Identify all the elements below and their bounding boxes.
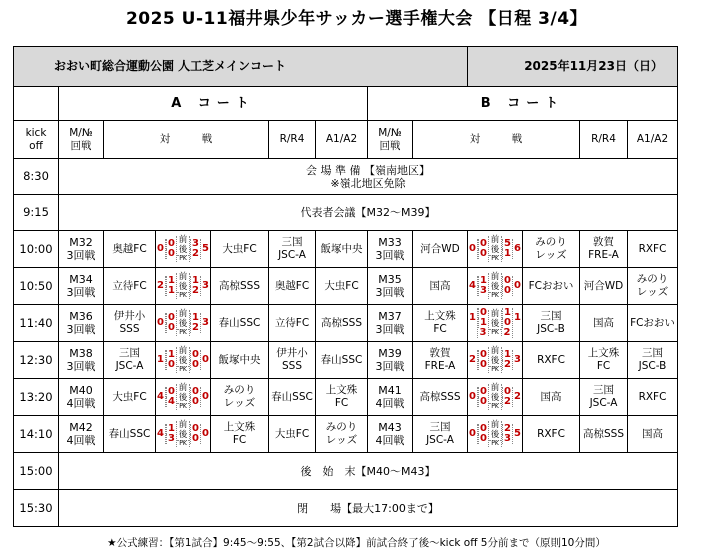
venue-date: 2025年11月23日（日） [468, 47, 678, 87]
half-label-second: 後 [490, 429, 500, 440]
home-score-h2: 1 [478, 318, 488, 328]
match-number-a [59, 416, 104, 453]
match-round: 3回戦 [66, 286, 96, 299]
match-round: 3回戦 [375, 249, 405, 262]
half-label-second: 後 [490, 244, 500, 255]
away-score-a1: 1 [502, 308, 512, 318]
away-team-a: 春山SSC [211, 305, 269, 342]
referee-a: 立待FC [269, 305, 316, 342]
match-no: M37 [378, 310, 402, 323]
venue-row [14, 47, 678, 87]
assistant-a: 高椋SSS [316, 305, 368, 342]
away-score-a1: 0 [190, 387, 200, 397]
ref-header-a: R/R4 [269, 121, 316, 159]
vs-header-b: 対 戦 [413, 121, 580, 159]
match-round: 3回戦 [375, 360, 405, 373]
footnote: ★公式練習：【第1試合】9:45～9:55、【第2試合以降】前試合終了後～kick off 5分前まで（原則10分間） [107, 537, 606, 549]
assistant-a: 大虫FC [316, 268, 368, 305]
match-row [14, 268, 678, 305]
score-box [468, 384, 522, 410]
court-corner [14, 87, 59, 121]
pk-label: PK [489, 366, 501, 373]
match-round: 3回戦 [66, 323, 96, 336]
away-team-b: FCおおい [523, 268, 580, 305]
away-total-score: 6 [512, 239, 522, 259]
prep-note: ※嶺北地区免除 [330, 176, 406, 190]
score-box [156, 236, 210, 262]
row-0830 [14, 159, 678, 195]
match-round: 4回戦 [375, 434, 405, 447]
score-box [468, 308, 522, 338]
half-label-second: 後 [490, 318, 500, 329]
away-total-score: 0 [200, 387, 210, 407]
time-cell: 10:00 [14, 231, 59, 268]
assistant-b: RXFC [628, 231, 678, 268]
half-label-first: 前 [490, 420, 500, 430]
time-cell: 9:15 [14, 195, 59, 231]
referee-b: 高椋SSS [580, 416, 628, 453]
half-label-second: 後 [178, 429, 188, 440]
half-label-second: 後 [490, 392, 500, 403]
row-1530 [14, 490, 678, 527]
prep-cell [59, 159, 678, 195]
half-label-first: 前 [490, 272, 500, 282]
home-team-a: 立待FC [104, 268, 156, 305]
home-total-score: 0 [468, 387, 478, 407]
home-total-score: 2 [156, 276, 166, 296]
away-score-a2: 0 [502, 286, 512, 296]
home-score-h1: 1 [166, 276, 176, 286]
match-no: M40 [69, 384, 93, 397]
pk-label: PK [489, 440, 501, 447]
match-number-a [59, 305, 104, 342]
assistant-b: FCおおい [628, 305, 678, 342]
match-no: M39 [378, 347, 402, 360]
home-score-h2: 0 [478, 397, 488, 407]
header-row [14, 121, 678, 159]
pk-label: PK [177, 329, 189, 336]
home-total-score: 1 [156, 350, 166, 370]
away-total-score: 1 [512, 308, 522, 338]
referee-b: 敦賀 FRE-A [580, 231, 628, 268]
home-total-score: 0 [468, 239, 478, 259]
ref-header-b: R/R4 [580, 121, 628, 159]
home-total-score: 0 [468, 424, 478, 444]
time-cell: 11:40 [14, 305, 59, 342]
half-label-first: 前 [490, 235, 500, 245]
score-box [468, 273, 522, 299]
match-number-b [368, 268, 413, 305]
pk-label: PK [489, 329, 501, 336]
match-no: M35 [378, 273, 402, 286]
time-cell: 15:30 [14, 490, 59, 527]
half-label-first: 前 [178, 235, 188, 245]
referee-a: 大虫FC [269, 416, 316, 453]
away-score-a2: 0 [502, 318, 512, 328]
away-score-a1: 0 [190, 350, 200, 360]
away-score-a1: 5 [502, 239, 512, 249]
home-total-score: 4 [156, 387, 166, 407]
match-number-b [368, 416, 413, 453]
half-label-second: 後 [490, 355, 500, 366]
half-label-second: 後 [490, 281, 500, 292]
home-score-h1: 0 [478, 350, 488, 360]
score-box [156, 347, 210, 373]
score-cell [468, 342, 523, 379]
match-number-a [59, 379, 104, 416]
score-box [156, 273, 210, 299]
home-pk-score: 3 [479, 327, 487, 338]
score-cell [156, 305, 211, 342]
away-score-a1: 0 [502, 387, 512, 397]
pk-label: PK [489, 403, 501, 410]
away-total-score: 5 [512, 424, 522, 444]
away-score-a2: 0 [190, 397, 200, 407]
home-score-h2: 0 [478, 434, 488, 444]
match-row [14, 416, 678, 453]
half-label-first: 前 [178, 272, 188, 282]
match-number-b [368, 342, 413, 379]
assistant-a: みのり レッズ [316, 416, 368, 453]
away-total-score: 0 [200, 350, 210, 370]
away-score-a1: 1 [190, 313, 200, 323]
match-row [14, 342, 678, 379]
pk-label: PK [177, 403, 189, 410]
home-total-score: 0 [156, 239, 166, 259]
half-label-second: 後 [178, 318, 188, 329]
match-no: M36 [69, 310, 93, 323]
home-team-b: 高椋SSS [413, 379, 468, 416]
score-box [156, 384, 210, 410]
referee-a: 三国 JSC-A [269, 231, 316, 268]
away-score-a2: 2 [190, 323, 200, 333]
match-no: M38 [69, 347, 93, 360]
home-team-b: 国高 [413, 268, 468, 305]
referee-b: 河合WD [580, 268, 628, 305]
away-total-score: 0 [512, 276, 522, 296]
row-1500 [14, 453, 678, 490]
home-team-b: 河合WD [413, 231, 468, 268]
home-score-h1: 0 [478, 239, 488, 249]
time-cell: 8:30 [14, 159, 59, 195]
away-total-score: 3 [200, 276, 210, 296]
closing-cell: 閉 場【最大17:00まで】 [59, 490, 678, 527]
pk-label: PK [177, 366, 189, 373]
match-number-a [59, 342, 104, 379]
score-cell [468, 416, 523, 453]
pk-label: PK [489, 292, 501, 299]
half-label-second: 後 [178, 392, 188, 403]
match-no: M32 [69, 236, 93, 249]
match-round: 3回戦 [66, 249, 96, 262]
assistant-a: 春山SSC [316, 342, 368, 379]
score-cell [156, 268, 211, 305]
home-score-h2: 0 [166, 323, 176, 333]
cleanup-cell: 後 始 末【M40～M43】 [59, 453, 678, 490]
match-no: M43 [378, 421, 402, 434]
away-team-b: RXFC [523, 416, 580, 453]
home-score-h2: 3 [478, 286, 488, 296]
match-header-a: M/№ 回戦 [59, 121, 104, 159]
assistant-b: みのり レッズ [628, 268, 678, 305]
home-score-h1: 1 [478, 276, 488, 286]
time-cell: 12:30 [14, 342, 59, 379]
away-total-score: 5 [200, 239, 210, 259]
match-round: 3回戦 [66, 360, 96, 373]
away-total-score: 3 [200, 313, 210, 333]
match-header-b: M/№ 回戦 [368, 121, 413, 159]
time-cell: 10:50 [14, 268, 59, 305]
match-no: M42 [69, 421, 93, 434]
score-cell [156, 416, 211, 453]
score-box [156, 421, 210, 447]
away-score-a2: 2 [502, 397, 512, 407]
away-team-b: みのり レッズ [523, 231, 580, 268]
assist-header-a: A1/A2 [316, 121, 368, 159]
row-0915 [14, 195, 678, 231]
assistant-b: 国高 [628, 416, 678, 453]
match-row [14, 379, 678, 416]
away-team-a: 上文殊 FC [211, 416, 269, 453]
away-score-a2: 2 [190, 286, 200, 296]
home-score-h1: 0 [166, 387, 176, 397]
away-score-a2: 0 [190, 434, 200, 444]
home-team-a: 春山SSC [104, 416, 156, 453]
assist-header-b: A1/A2 [628, 121, 678, 159]
home-score-h1: 1 [166, 424, 176, 434]
match-round: 4回戦 [375, 397, 405, 410]
match-no: M41 [378, 384, 402, 397]
referee-a: 春山SSC [269, 379, 316, 416]
half-label-first: 前 [490, 383, 500, 393]
away-score-a1: 2 [502, 424, 512, 434]
half-label-first: 前 [178, 383, 188, 393]
score-box [156, 310, 210, 336]
away-total-score: 2 [512, 387, 522, 407]
away-team-a: 高椋SSS [211, 268, 269, 305]
time-cell: 14:10 [14, 416, 59, 453]
match-round: 4回戦 [66, 434, 96, 447]
half-label-first: 前 [178, 420, 188, 430]
score-cell [468, 305, 523, 342]
score-cell [468, 231, 523, 268]
referee-a: 伊井小 SSS [269, 342, 316, 379]
home-score-h1: 0 [478, 424, 488, 434]
home-score-h1: 1 [166, 350, 176, 360]
assistant-b: 三国 JSC-B [628, 342, 678, 379]
home-score-h2: 4 [166, 397, 176, 407]
away-score-a1: 0 [502, 276, 512, 286]
home-total-score: 4 [468, 276, 478, 296]
away-team-b: 国高 [523, 379, 580, 416]
pk-label: PK [177, 255, 189, 262]
home-team-a: 奥越FC [104, 231, 156, 268]
away-score-a1: 1 [190, 276, 200, 286]
home-team-b: 上文殊 FC [413, 305, 468, 342]
half-label-first: 前 [490, 346, 500, 356]
away-score-a1: 0 [190, 424, 200, 434]
kickoff-header: kick off [14, 121, 59, 159]
home-score-h2: 0 [166, 360, 176, 370]
score-cell [156, 342, 211, 379]
half-label-second: 後 [178, 244, 188, 255]
court-a-label: A コート [59, 87, 368, 121]
score-cell [468, 268, 523, 305]
court-b-label: B コート [368, 87, 678, 121]
half-label-second: 後 [178, 281, 188, 292]
home-team-b: 敦賀 FRE-A [413, 342, 468, 379]
half-label-first: 前 [490, 309, 500, 319]
away-team-b: 三国 JSC-B [523, 305, 580, 342]
away-score-a2: 2 [502, 360, 512, 370]
score-box [468, 236, 522, 262]
home-score-h2: 1 [166, 286, 176, 296]
away-score-a2: 1 [502, 249, 512, 259]
court-row [14, 87, 678, 121]
assistant-b: RXFC [628, 379, 678, 416]
home-total-score: 1 [468, 308, 478, 338]
pk-label: PK [489, 255, 501, 262]
home-score-h2: 3 [166, 434, 176, 444]
away-total-score: 3 [512, 350, 522, 370]
match-number-b [368, 305, 413, 342]
pk-label: PK [177, 292, 189, 299]
pk-label: PK [177, 440, 189, 447]
score-box [468, 347, 522, 373]
half-label-second: 後 [178, 355, 188, 366]
referee-a: 奥越FC [269, 268, 316, 305]
score-box [468, 421, 522, 447]
home-score-h2: 0 [478, 360, 488, 370]
half-label-first: 前 [178, 346, 188, 356]
vs-header-a: 対 戦 [104, 121, 269, 159]
meeting-cell: 代表者会議【M32～M39】 [59, 195, 678, 231]
home-score-h1: 0 [478, 308, 488, 318]
home-total-score: 4 [156, 424, 166, 444]
match-number-b [368, 379, 413, 416]
away-team-b: RXFC [523, 342, 580, 379]
away-pk-score: 2 [503, 327, 511, 338]
time-cell: 15:00 [14, 453, 59, 490]
home-score-h2: 0 [478, 249, 488, 259]
referee-b: 上文殊 FC [580, 342, 628, 379]
home-total-score: 2 [468, 350, 478, 370]
assistant-a: 飯塚中央 [316, 231, 368, 268]
match-round: 4回戦 [66, 397, 96, 410]
schedule-table [13, 46, 678, 527]
venue-name: おおい町総合運動公園 人工芝メインコート [14, 47, 468, 87]
page-title: 2025 U-11福井県少年サッカー選手権大会 【日程 3/4】 [125, 9, 588, 29]
away-score-a2: 0 [190, 360, 200, 370]
assistant-a: 上文殊 FC [316, 379, 368, 416]
away-team-a: 飯塚中央 [211, 342, 269, 379]
home-score-h1: 0 [478, 387, 488, 397]
referee-b: 三国 JSC-A [580, 379, 628, 416]
match-number-a [59, 268, 104, 305]
away-score-a1: 1 [502, 350, 512, 360]
half-label-first: 前 [178, 309, 188, 319]
away-score-a1: 3 [190, 239, 200, 249]
home-team-a: 三国 JSC-A [104, 342, 156, 379]
home-score-h1: 0 [166, 313, 176, 323]
time-cell: 13:20 [14, 379, 59, 416]
match-row [14, 231, 678, 268]
match-number-a [59, 231, 104, 268]
prep-text: 会 場 準 備 【嶺南地区】 [306, 163, 430, 177]
score-cell [156, 379, 211, 416]
referee-b: 国高 [580, 305, 628, 342]
score-cell [468, 379, 523, 416]
match-no: M34 [69, 273, 93, 286]
away-team-a: 大虫FC [211, 231, 269, 268]
away-score-a2: 2 [190, 249, 200, 259]
away-team-a: みのり レッズ [211, 379, 269, 416]
home-team-a: 大虫FC [104, 379, 156, 416]
away-score-a2: 3 [502, 434, 512, 444]
match-round: 3回戦 [375, 323, 405, 336]
home-score-h2: 0 [166, 249, 176, 259]
score-cell [156, 231, 211, 268]
home-total-score: 0 [156, 313, 166, 333]
match-round: 3回戦 [375, 286, 405, 299]
home-score-h1: 0 [166, 239, 176, 249]
home-team-a: 伊井小 SSS [104, 305, 156, 342]
home-team-b: 三国 JSC-A [413, 416, 468, 453]
away-total-score: 0 [200, 424, 210, 444]
match-row [14, 305, 678, 342]
match-no: M33 [378, 236, 402, 249]
match-number-b [368, 231, 413, 268]
